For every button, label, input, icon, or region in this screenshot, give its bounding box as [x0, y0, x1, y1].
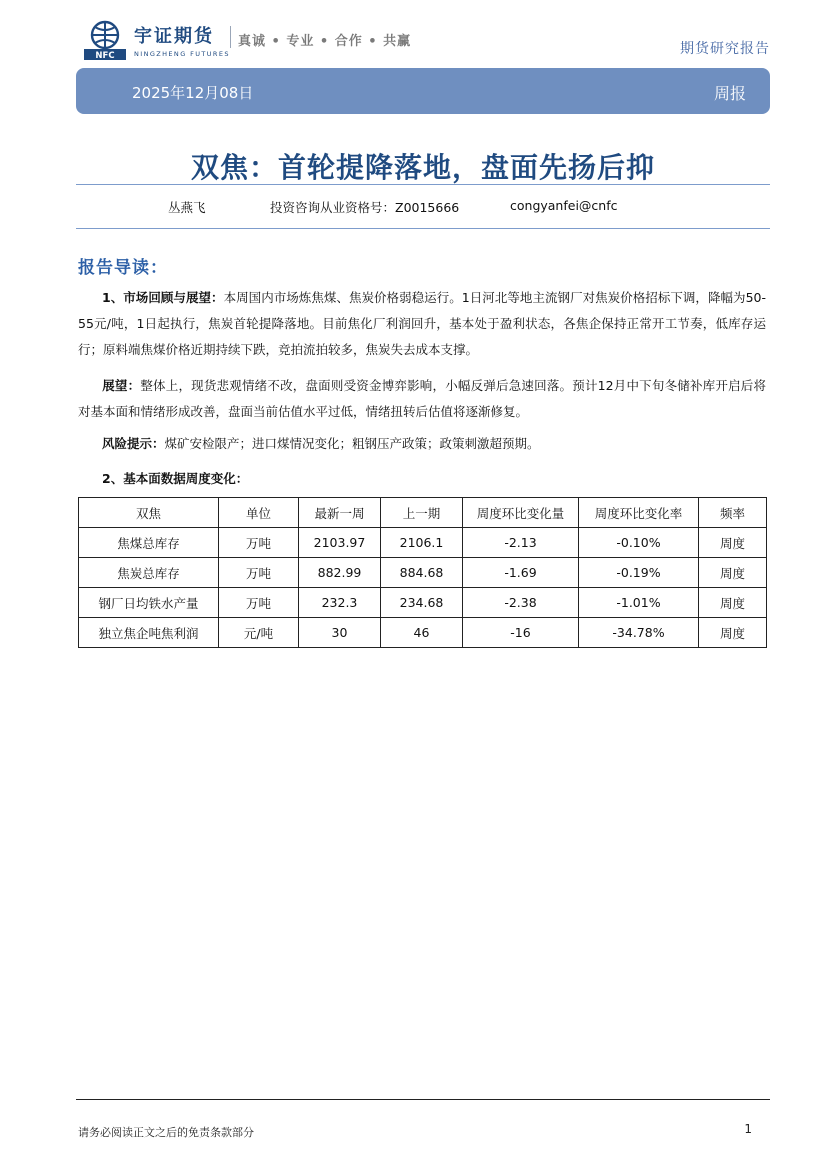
market-review-paragraph	[78, 285, 766, 363]
table-header-cell: 周度环比变化量	[463, 498, 579, 528]
brand-divider	[230, 26, 231, 48]
table-cell: 46	[381, 618, 463, 648]
footer-divider	[76, 1099, 770, 1100]
report-kind: 周报	[713, 84, 746, 103]
table-cell: 周度	[699, 618, 767, 648]
paragraph-label: 风险提示：	[102, 436, 165, 451]
table-cell: 2106.1	[381, 528, 463, 558]
table-cell: 周度	[699, 588, 767, 618]
brand-name-cn: 宇证期货	[134, 26, 214, 47]
company-logo-icon	[82, 20, 128, 60]
divider	[76, 184, 770, 185]
table-cell: 元/吨	[219, 618, 299, 648]
paragraph-label: 展望：	[102, 378, 141, 393]
table-cell: 万吨	[219, 588, 299, 618]
table-cell: -16	[463, 618, 579, 648]
table-cell: 2103.97	[299, 528, 381, 558]
table-cell: 焦煤总库存	[79, 528, 219, 558]
report-date: 2025年12月08日	[132, 84, 254, 102]
outlook-paragraph	[78, 373, 766, 425]
report-title: 双焦：首轮提降落地，盘面先扬后抑	[190, 151, 655, 184]
table-header-cell: 单位	[219, 498, 299, 528]
paragraph-text: 煤矿安检限产；进口煤情况变化；粗钢压产政策；政策刺激超预期。	[164, 436, 540, 451]
page-header	[76, 18, 770, 64]
table-cell: 30	[299, 618, 381, 648]
table-row	[79, 558, 767, 588]
logo-text: NFC	[95, 51, 115, 60]
table-header-cell: 周度环比变化率	[579, 498, 699, 528]
table-cell: -34.78%	[579, 618, 699, 648]
table-cell: 万吨	[219, 558, 299, 588]
table-cell: -2.13	[463, 528, 579, 558]
data-section-label	[78, 466, 766, 492]
table-cell: 万吨	[219, 528, 299, 558]
table-header-cell: 频率	[699, 498, 767, 528]
table-row	[79, 618, 767, 648]
paragraph-label: 1、市场回顾与展望：	[102, 290, 224, 305]
fundamentals-table	[78, 497, 767, 648]
paragraph-label: 2、基本面数据周度变化：	[102, 471, 249, 486]
table-cell: 焦炭总库存	[79, 558, 219, 588]
table-cell: 周度	[699, 528, 767, 558]
table-cell: 钢厂日均铁水产量	[79, 588, 219, 618]
page-number: 1	[744, 1122, 752, 1136]
table-cell: 234.68	[381, 588, 463, 618]
author-email[interactable]: congyanfei@cnfc	[510, 198, 618, 213]
table-cell: -0.19%	[579, 558, 699, 588]
slogan: 真诚 • 专业 • 合作 • 共赢	[238, 34, 412, 49]
table-cell: -1.01%	[579, 588, 699, 618]
risk-paragraph	[78, 431, 766, 457]
table-cell: 232.3	[299, 588, 381, 618]
section-heading: 报告导读：	[78, 258, 168, 278]
footer-disclaimer: 请务必阅读正文之后的免责条款部分	[78, 1126, 254, 1139]
date-banner	[76, 68, 770, 114]
brand-name-en: NINGZHENG FUTURES	[134, 50, 230, 58]
table-row	[79, 528, 767, 558]
table-cell: 独立焦企吨焦利润	[79, 618, 219, 648]
table-cell: 884.68	[381, 558, 463, 588]
document-type: 期货研究报告	[680, 41, 770, 57]
table-cell: -1.69	[463, 558, 579, 588]
paragraph-text: 整体上，现货悲观情绪不改，盘面则受资金博弈影响，小幅反弹后急速回落。预计12月中下旬冬储补库开启后将对基本面和情绪形成改善，盘面当前估值水平过低，情绪扭转后估值将逐渐修复。	[78, 378, 766, 419]
author-license: 投资咨询从业资格号：Z0015666	[270, 200, 460, 215]
author-name: 丛燕飞	[168, 200, 206, 215]
table-cell: 882.99	[299, 558, 381, 588]
paragraph-text: 本周国内市场炼焦煤、焦炭价格弱稳运行。1日河北等地主流钢厂对焦炭价格招标下调，降幅为50-55元/吨，1日起执行，焦炭首轮提降落地。目前焦化厂利润回升，基本处于盈利状态，各焦企保持正常开工节奏，低库存运行；原料端焦煤价格近期持续下跌，竞拍流拍较多，焦炭失去成本支撑。	[78, 290, 767, 357]
divider	[76, 228, 770, 229]
table-header-cell: 最新一周	[299, 498, 381, 528]
table-cell: 周度	[699, 558, 767, 588]
table-header-row	[79, 498, 767, 528]
table-header-cell: 双焦	[79, 498, 219, 528]
table-cell: -0.10%	[579, 528, 699, 558]
table-cell: -2.38	[463, 588, 579, 618]
table-row	[79, 588, 767, 618]
table-header-cell: 上一期	[381, 498, 463, 528]
brand	[134, 22, 230, 58]
